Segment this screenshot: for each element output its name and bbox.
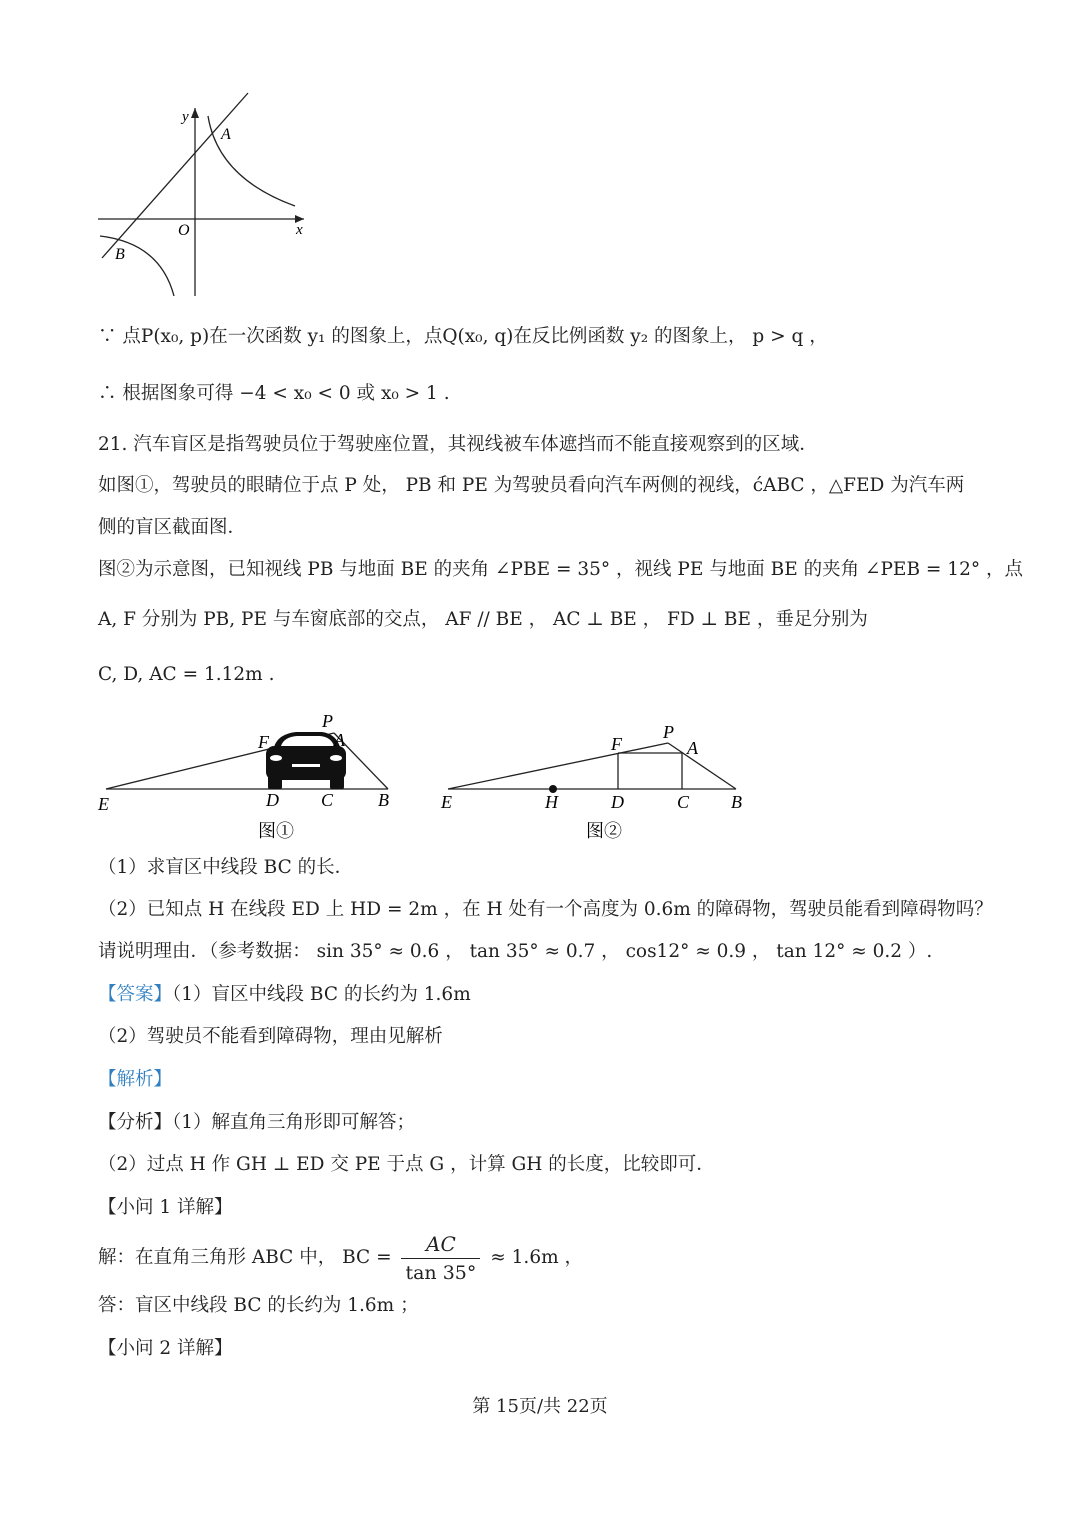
answer-tag: 【答案】 [98,984,173,1005]
fraction-numerator: AC [401,1230,480,1259]
question-2-cont: 请说明理由．（参考数据： sin 35° ≈ 0.6 ， tan 35° ≈ 0.7 ， cos12° ≈ 0.9 ， tan 12° ≈ 0.2 ）. [98,941,933,962]
fenxi-line-1 [98,1110,990,1136]
problem-21-intro: 21. 汽车盲区是指驾驶员位于驾驶座位置，其视线被车体遮挡而不能直接观察到的区域． [98,434,818,455]
analysis-tag: 【解析】 [98,1069,173,1090]
text-line-2: ∴ 根据图象可得 −4 < x₀ < 0 或 x₀ > 1 . [98,383,450,404]
point-b-label: B [115,246,125,263]
page-footer: 第 15页/共 22页 [472,1396,608,1417]
fig2-label-e: E [441,792,452,812]
fig1-label-b: B [378,790,389,810]
sub-question-2-title: 【小问 2 详解】 [98,1338,233,1359]
answer-line-2: （2）驾驶员不能看到障碍物，理由见解析 [98,1026,443,1047]
figure-2 [436,718,756,848]
solution-line [98,1228,990,1288]
function-graph [90,88,320,303]
fig2-label-f: F [611,734,622,754]
sight-line-pe [448,743,668,789]
question-1: （1）求盲区中线段 BC 的长． [98,857,354,878]
point-a-label: A [221,126,231,143]
fig2-label-h: H [545,792,558,812]
origin-label: O [178,222,190,239]
fig1-caption: 图① [258,821,294,841]
answer-line-1 [98,982,990,1008]
fig1-label-c: C [321,790,334,810]
sight-line-pb [668,743,736,789]
fenxi-tag: 【分析】 [98,1112,173,1133]
fenxi-text-1: （1）解直角三角形即可解答； [172,1112,416,1133]
answer-1-text: （1）盲区中线段 BC 的长约为 1.6m [172,984,471,1005]
problem-text-parallel: A, F 分别为 PB, PE 与车窗底部的交点， AF // BE ， AC ⊥ BE ， FD ⊥ BE ，垂足分别为 [98,609,868,630]
fig1-label-e: E [98,794,109,814]
hyperbola-branch-lower [100,236,174,296]
solution-prefix: 解：在直角三角形 ABC 中， BC = [98,1247,392,1268]
fig2-label-c: C [677,792,690,812]
fig1-label-p: P [322,711,333,731]
fig1-label-f: F [258,732,269,752]
solution-suffix: ≈ 1.6m ， [490,1247,584,1268]
fig2-label-d: D [611,792,624,812]
answer-statement: 答：盲区中线段 BC 的长约为 1.6m ； [98,1295,419,1316]
fig2-label-a: A [687,738,698,758]
fraction-denominator: tan 35° [405,1261,477,1284]
fenxi-line-2: （2）过点 H 作 GH ⊥ ED 交 PE 于点 G ，计算 GH 的长度，比较即可． [98,1154,715,1175]
y-axis-arrow [191,108,199,118]
question-2: （2）已知点 H 在线段 ED 上 HD = 2m ，在 H 处有一个高度为 0.6m 的障碍物，驾驶员能看到障碍物吗？ [98,899,993,920]
figure-1 [96,706,406,846]
fig2-label-b: B [731,792,742,812]
y-axis-label: y [182,109,189,125]
problem-text-fig1-cont: 侧的盲区截面图． [98,517,247,538]
problem-text-fig2: 图②为示意图，已知视线 PB 与地面 BE 的夹角 ∠PBE = 35° ，视线 PE 与地面 BE 的夹角 ∠PEB = 12° ，点 [98,559,1023,580]
x-axis-label: x [296,222,303,238]
linear-function-line [102,93,248,258]
fig2-label-p: P [663,722,674,742]
fig1-label-d: D [266,790,279,810]
fig2-caption: 图② [586,821,622,841]
text-line-1: ∵ 点P(x₀, p)在一次函数 y₁ 的图象上，点Q(x₀, q)在反比例函数 y₂ 的图象上， p > q ， [98,326,828,347]
fig1-label-a: A [334,730,345,750]
fraction [401,1230,480,1287]
sub-question-1-title: 【小问 1 详解】 [98,1197,233,1218]
problem-text-fig1: 如图①，驾驶员的眼睛位于点 P 处， PB 和 PE 为驾驶员看向汽车两侧的视线，ćABC ，△FED 为汽车两 [98,475,965,496]
problem-text-given: C, D, AC = 1.12m . [98,664,275,685]
